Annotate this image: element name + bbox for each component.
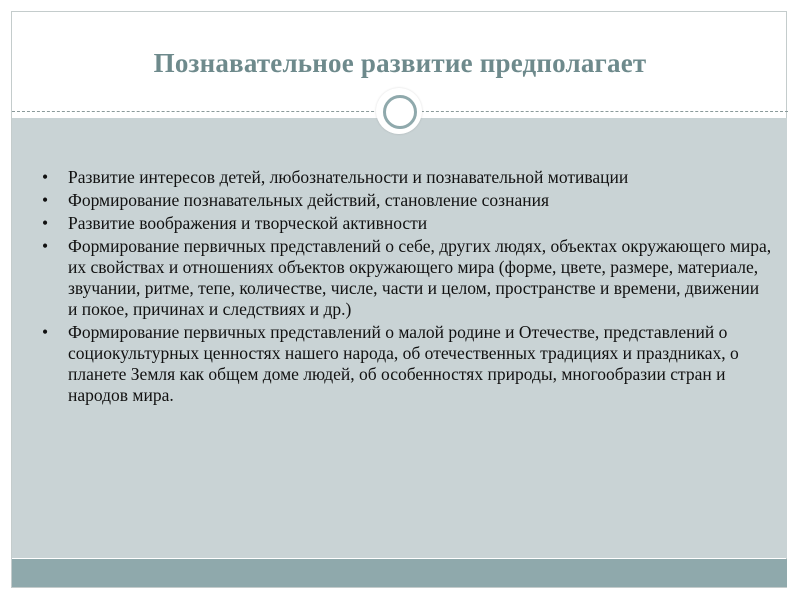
list-item xyxy=(42,236,772,320)
list-item xyxy=(42,190,772,211)
list-item-text: Формирование первичных представлений о себе, других людях, объектах окружающего мира, их свойствах и отношениях объектов окружающего мира (форме, цвете, размере, материале, звучании, ритме, тепе, количестве, числе, части и целом, пространстве и времени, движении и покое, причинах и следствиях и др.) xyxy=(68,236,772,319)
list-item-text: Развитие воображения и творческой активности xyxy=(68,213,428,233)
list-item-text: Формирование первичных представлений о малой родине и Отечестве, представлений о социокультурных ценностях нашего народа, об отечественных традициях и праздниках, о планете Земля как общем доме людей, об особенностях природы, многообразии стран и народов мира. xyxy=(68,322,739,405)
list-item xyxy=(42,213,772,234)
bullet-icon: • xyxy=(42,236,49,256)
list-item-text: Развитие интересов детей, любознательности и познавательной мотивации xyxy=(68,167,629,187)
bullet-icon: • xyxy=(42,213,49,233)
circle-ornament-inner xyxy=(383,95,417,129)
footer-bar xyxy=(12,559,787,587)
list-item xyxy=(42,167,772,188)
bullet-icon: • xyxy=(42,167,49,187)
slide-title: Познавательное развитие предполагает xyxy=(153,48,647,78)
list-item xyxy=(42,322,772,406)
circle-ornament-icon xyxy=(376,88,422,134)
bullet-list xyxy=(42,167,772,408)
list-item-text: Формирование познавательных действий, становление сознания xyxy=(68,190,550,210)
bullet-icon: • xyxy=(42,322,49,342)
bullet-icon: • xyxy=(42,190,49,210)
